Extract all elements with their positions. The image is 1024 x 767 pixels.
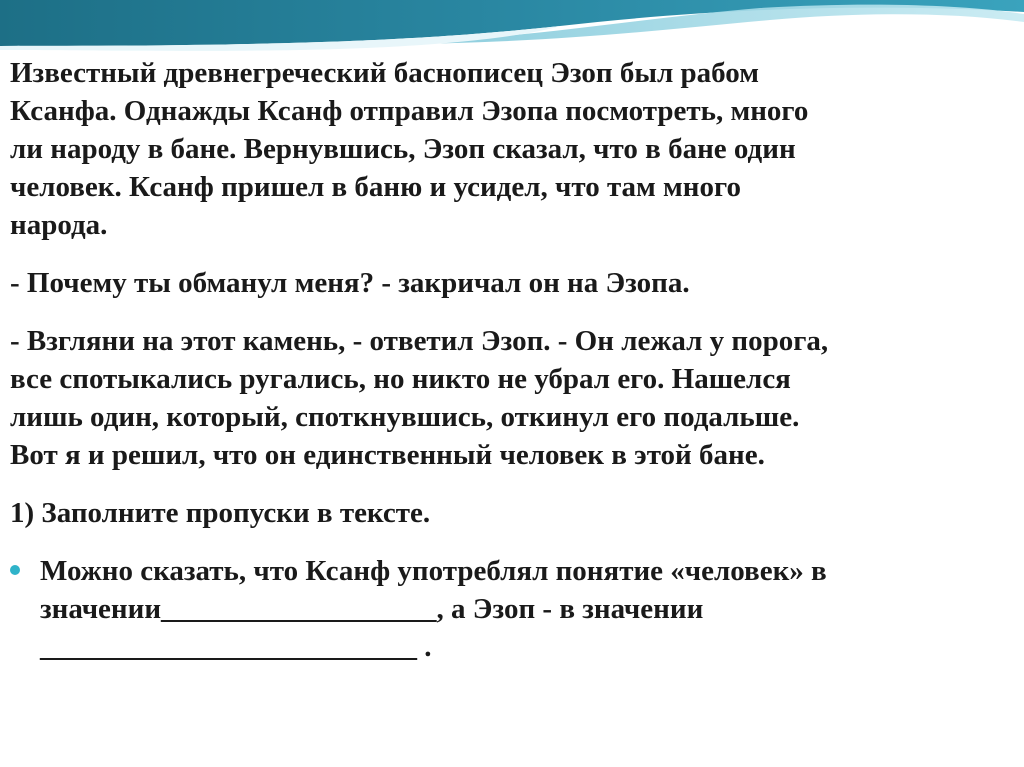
text-line: Известный древнегреческий баснописец Эзоп был рабом — [10, 57, 759, 89]
task-heading — [10, 494, 1010, 532]
text-line: все спотыкались ругались, но никто не убрал его. Нашелся — [10, 363, 791, 395]
text-line: Вот я и решил, что он единственный человек в этой бане. — [10, 439, 765, 471]
text-line: __________________________ . — [40, 631, 432, 663]
text-line: Можно сказать, что Ксанф употреблял понятие «человек» в — [40, 555, 827, 587]
paragraph-intro — [10, 54, 1010, 244]
slide-body — [10, 54, 1010, 666]
fill-in-task — [10, 552, 1010, 666]
text-line: 1) Заполните пропуски в тексте. — [10, 497, 431, 529]
text-line: Ксанфа. Однажды Ксанф отправил Эзопа посмотреть, много — [10, 95, 809, 127]
text-line: народа. — [10, 209, 108, 241]
text-line: значении___________________, а Эзоп - в значении — [40, 593, 704, 625]
paragraph-answer — [10, 322, 1010, 474]
text-line: человек. Ксанф пришел в баню и усидел, что там много — [10, 171, 741, 203]
text-line: ли народу в бане. Вернувшись, Эзоп сказал, что в бане один — [10, 133, 796, 165]
text-line: - Почему ты обманул меня? - закричал он на Эзопа. — [10, 267, 690, 299]
header-wave-decoration — [0, 0, 1024, 60]
text-line: лишь один, который, споткнувшись, откинул его подальше. — [10, 401, 800, 433]
text-line: - Взгляни на этот камень, - ответил Эзоп. - Он лежал у порога, — [10, 325, 829, 357]
paragraph-question — [10, 264, 1010, 302]
bullet-icon — [10, 565, 20, 575]
